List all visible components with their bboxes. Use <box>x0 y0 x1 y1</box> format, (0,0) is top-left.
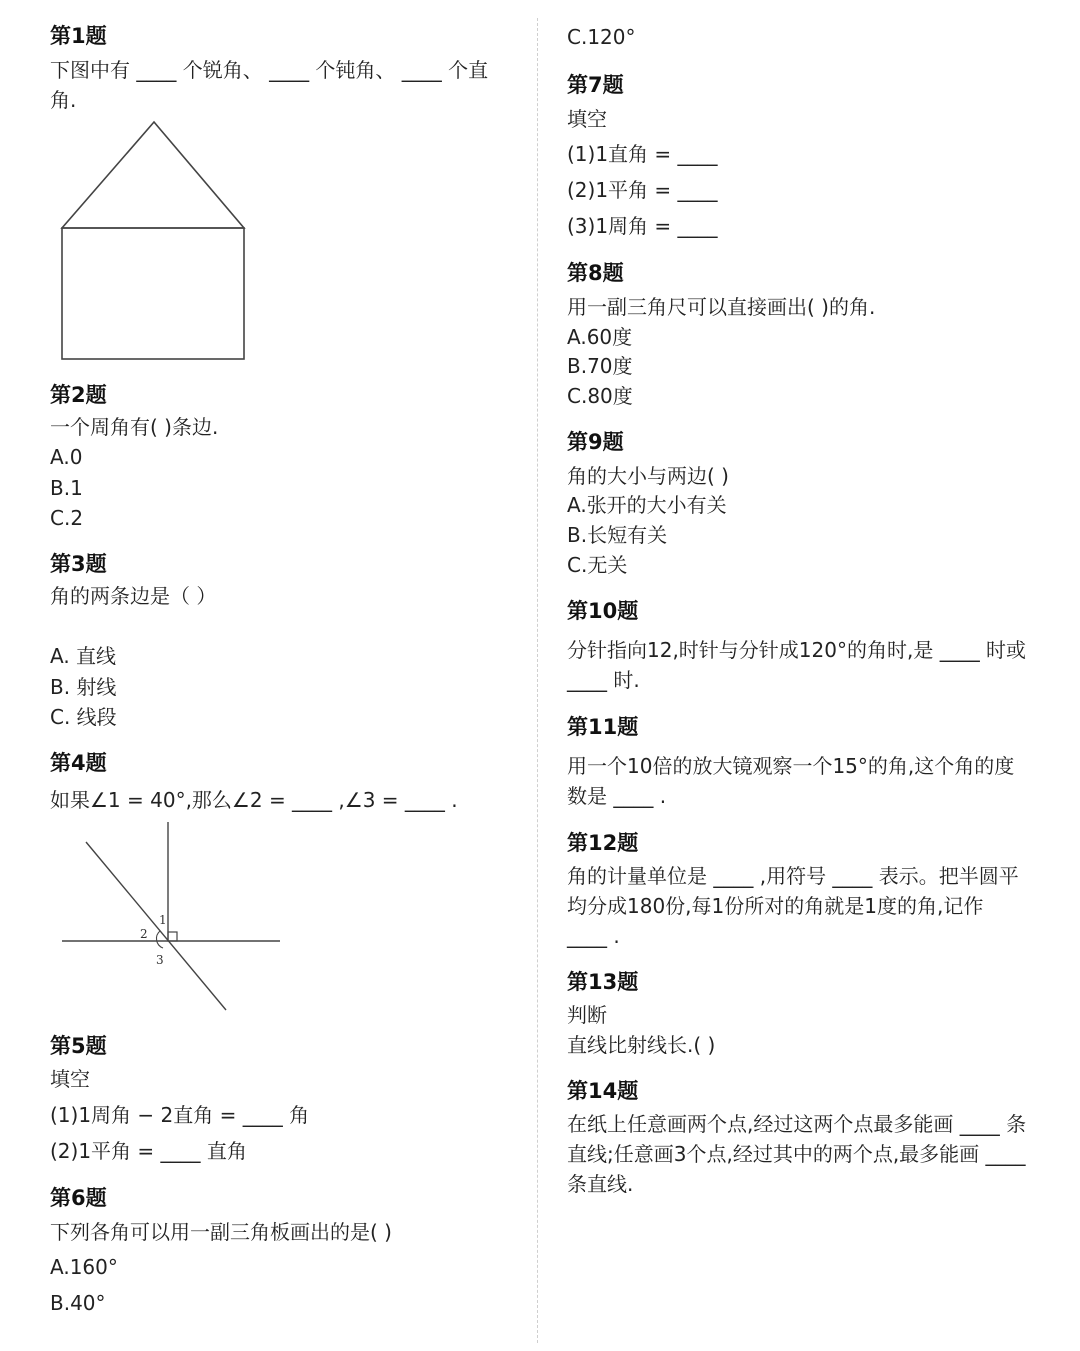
q2-option-b: B.1 <box>50 476 83 500</box>
q12-title: 第12题 <box>567 831 639 855</box>
angle-label-2: 2 <box>140 927 148 941</box>
angle-label-3: 3 <box>156 953 164 967</box>
q8-text: 用一副三角尺可以直接画出( )的角. <box>567 295 876 319</box>
q8-title: 第8题 <box>567 261 624 285</box>
q13-text: 判断 <box>567 1003 607 1027</box>
q2-option-a: A.0 <box>50 445 83 469</box>
house-roof-triangle <box>62 122 244 228</box>
q1-text: 下图中有 ____ 个锐角、 ____ 个钝角、 ____ 个直角. <box>50 58 489 112</box>
q9-option-c: C.无关 <box>567 553 628 577</box>
q5-item-1: (1)1周角 − 2直角 = ____ 角 <box>50 1103 310 1127</box>
q8-option-b: B.70度 <box>567 354 633 378</box>
q4-title: 第4题 <box>50 751 107 775</box>
q1-house-figure <box>60 120 260 365</box>
q7-text: 填空 <box>567 107 607 131</box>
q3-option-b: B. 射线 <box>50 675 117 699</box>
slanted-line <box>86 842 226 1010</box>
q13-title: 第13题 <box>567 970 639 994</box>
q5-title: 第5题 <box>50 1034 107 1058</box>
q3-option-a: A. 直线 <box>50 644 117 668</box>
q11-title: 第11题 <box>567 715 639 739</box>
q7-item-2: (2)1平角 = ____ <box>567 178 718 202</box>
right-angle-mark <box>168 932 177 941</box>
q3-title: 第3题 <box>50 552 107 576</box>
q6-title: 第6题 <box>50 1186 107 1210</box>
q13-statement: 直线比射线长.( ) <box>567 1033 716 1057</box>
q10-text: 分针指向12,时针与分针成120°的角时,是 ____ 时或 ____ 时. <box>567 638 1027 692</box>
house-body-rectangle <box>62 228 244 359</box>
q14-title: 第14题 <box>567 1079 639 1103</box>
q6-option-b: B.40° <box>50 1291 106 1315</box>
q4-angle-figure <box>60 820 290 1015</box>
q9-option-a: A.张开的大小有关 <box>567 493 727 517</box>
q8-option-c: C.80度 <box>567 384 633 408</box>
q6-text: 下列各角可以用一副三角板画出的是( ) <box>50 1220 392 1244</box>
q1-title: 第1题 <box>50 24 107 48</box>
q2-option-c: C.2 <box>50 506 84 530</box>
q3-option-c: C. 线段 <box>50 705 117 729</box>
q6-option-a: A.160° <box>50 1255 118 1279</box>
q12-text: 角的计量单位是 ____ ,用符号 ____ 表示。把半圆平均分成180份,每1份所对的角就是1度的角,记作 ____ . <box>567 864 1019 948</box>
q7-item-3: (3)1周角 = ____ <box>567 214 718 238</box>
q11-text: 用一个10倍的放大镜观察一个15°的角,这个角的度数是 ____ . <box>567 754 1015 808</box>
q5-item-2: (2)1平角 = ____ 直角 <box>50 1139 247 1163</box>
column-divider <box>537 18 538 1343</box>
q14-text: 在纸上任意画两个点,经过这两个点最多能画 ____ 条直线;任意画3个点,经过其中的两个点,最多能画 ____ 条直线. <box>567 1112 1027 1196</box>
q3-text: 角的两条边是（ ） <box>50 584 217 608</box>
q9-text: 角的大小与两边( ) <box>567 464 729 488</box>
q2-text: 一个周角有( )条边. <box>50 415 219 439</box>
q4-text: 如果∠1 = 40°,那么∠2 = ____ ,∠3 = ____ . <box>50 788 458 812</box>
q2-title: 第2题 <box>50 383 107 407</box>
q9-option-b: B.长短有关 <box>567 523 668 547</box>
q8-option-a: A.60度 <box>567 325 633 349</box>
angle-label-1: 1 <box>159 913 167 927</box>
q9-title: 第9题 <box>567 430 624 454</box>
q7-title: 第7题 <box>567 73 624 97</box>
q10-title: 第10题 <box>567 599 639 623</box>
q7-item-1: (1)1直角 = ____ <box>567 142 718 166</box>
q6-option-c: C.120° <box>567 25 636 49</box>
q5-text: 填空 <box>50 1067 90 1091</box>
